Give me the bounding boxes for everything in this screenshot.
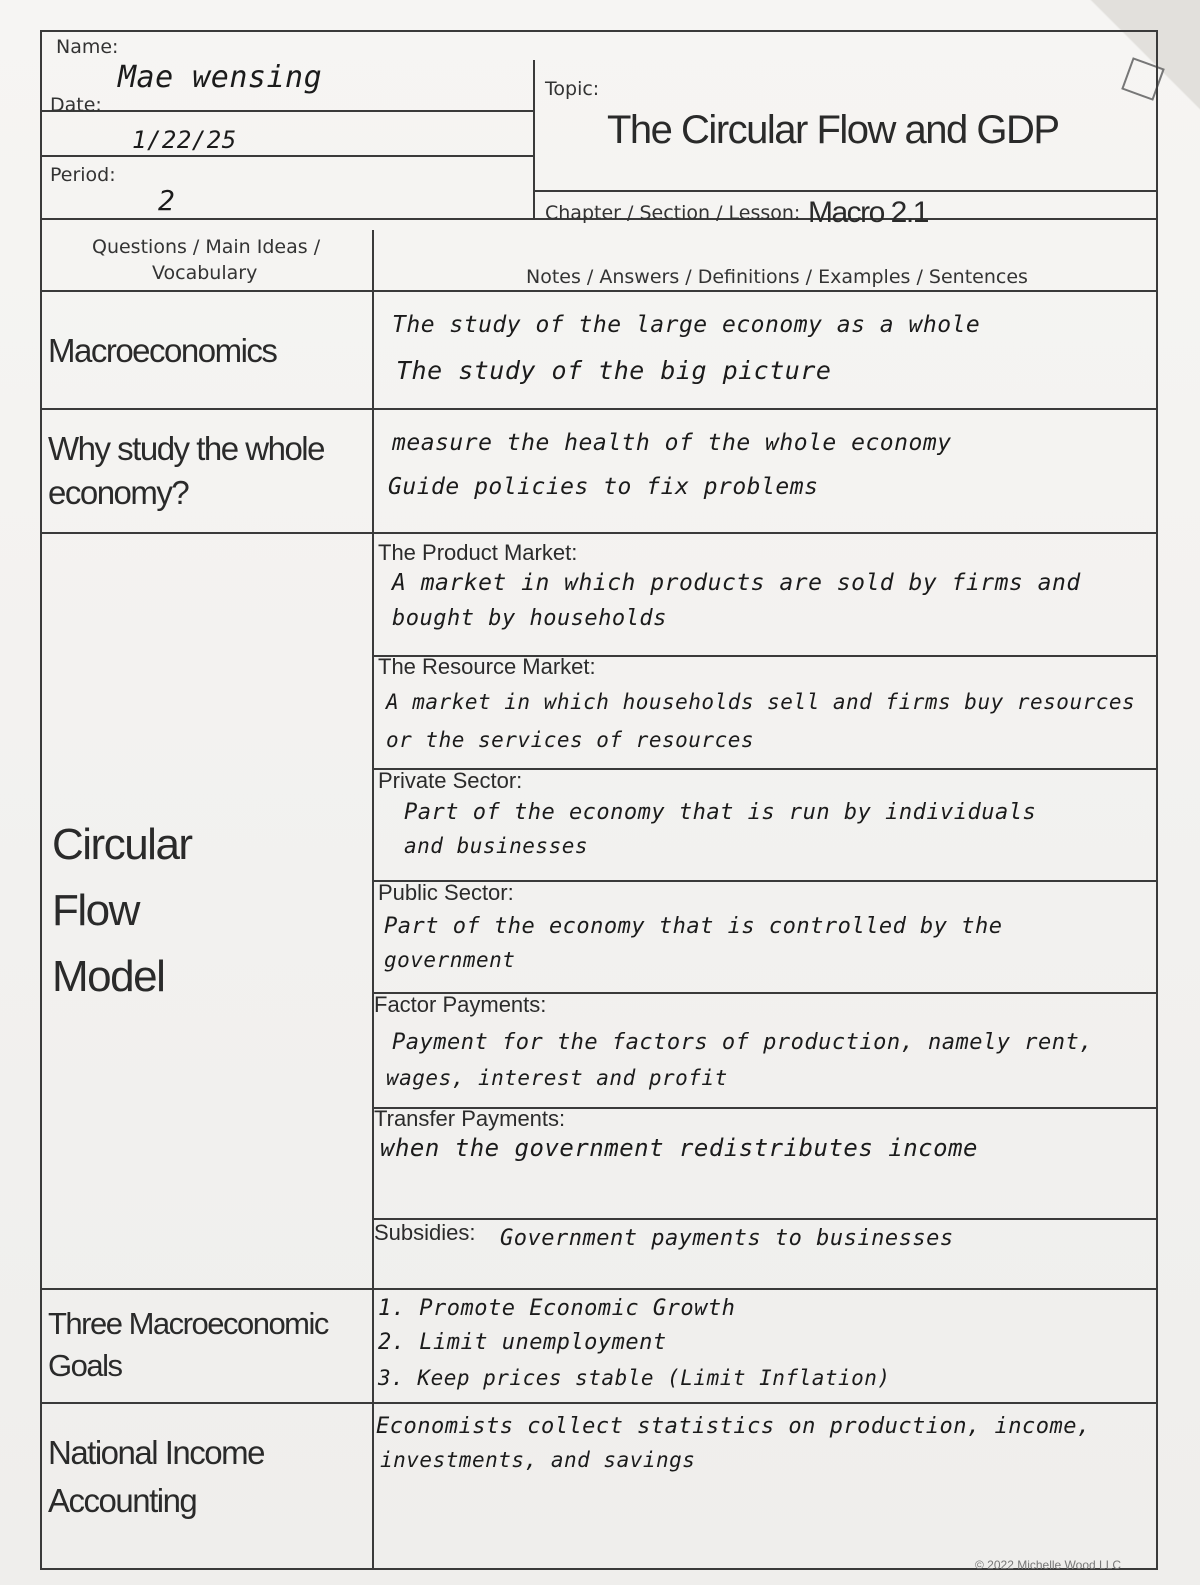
topic-label: Topic: xyxy=(545,78,600,100)
term-circular: Circular xyxy=(52,820,192,869)
column-header-bottom xyxy=(40,290,1158,292)
row-sep-3 xyxy=(40,1288,1158,1290)
chapter-label: Chapter / Section / Lesson: xyxy=(545,202,801,224)
public-sector-note-1: Part of the economy that is controlled by the xyxy=(384,914,1003,939)
term-goals-line2: Goals xyxy=(48,1348,122,1383)
resource-market-note-1: A market in which households sell and firms buy resources xyxy=(386,690,1136,714)
term-nia-line2: Accounting xyxy=(48,1482,197,1519)
term-goals-line1: Three Macroeconomic xyxy=(48,1306,328,1341)
name-value: Mae wensing xyxy=(118,60,323,95)
macro-note-1: The study of the large economy as a whole xyxy=(392,312,981,338)
transfer-payments-note-1: when the government redistributes income xyxy=(380,1134,978,1162)
frame-left xyxy=(40,30,42,1570)
period-label: Period: xyxy=(50,164,116,186)
macro-note-2: The study of the big picture xyxy=(396,356,832,385)
factor-payments-note-2: wages, interest and profit xyxy=(386,1066,728,1090)
row-sep-2 xyxy=(40,532,1158,534)
resource-market-note-2: or the services of resources xyxy=(386,728,755,752)
header-divider-topic xyxy=(535,190,1158,192)
header-vertical xyxy=(533,60,535,218)
resource-market-label: The Resource Market: xyxy=(378,654,596,679)
product-market-note-2: bought by households xyxy=(392,606,667,631)
subsidies-label: Subsidies: xyxy=(374,1220,476,1245)
date-label: Date: xyxy=(50,94,102,116)
private-sector-note-2: and businesses xyxy=(404,834,589,858)
frame-right xyxy=(1156,30,1158,1570)
header-divider-name xyxy=(40,110,535,112)
transfer-payments-label: Transfer Payments: xyxy=(374,1106,566,1131)
date-value: 1/22/25 xyxy=(132,126,237,154)
nia-note-1: Economists collect statistics on production, income, xyxy=(376,1414,1091,1439)
cornell-notes-sheet xyxy=(40,30,1158,1570)
column-divider xyxy=(372,230,374,1570)
row-sep-4 xyxy=(40,1402,1158,1404)
copyright-text: © 2022 Michelle Wood LLC xyxy=(975,1558,1122,1572)
term-macroeconomics: Macroeconomics xyxy=(48,332,277,369)
nia-note-2: investments, and savings xyxy=(380,1448,696,1472)
frame-top xyxy=(40,30,1158,32)
term-flow: Flow xyxy=(52,886,139,935)
topic-value: The Circular Flow and GDP xyxy=(607,108,1059,152)
why-note-1: measure the health of the whole economy xyxy=(392,430,952,456)
term-nia-line1: National Income xyxy=(48,1434,264,1471)
chapter-value: Macro 2.1 xyxy=(808,196,928,229)
private-sector-label: Private Sector: xyxy=(378,768,523,793)
goal-1: 1. Promote Economic Growth xyxy=(378,1296,736,1321)
subsidies-note-1: Government payments to businesses xyxy=(500,1226,954,1251)
sub-sep-6 xyxy=(372,1218,1158,1220)
term-model: Model xyxy=(52,952,165,1001)
header-divider-date xyxy=(40,155,535,157)
term-why-study-line2: economy? xyxy=(48,474,189,511)
right-column-header: Notes / Answers / Definitions / Examples / Sentences xyxy=(526,266,1028,288)
private-sector-note-1: Part of the economy that is run by individuals xyxy=(404,800,1037,825)
factor-payments-label: Factor Payments: xyxy=(374,992,547,1017)
product-market-note-1: A market in which products are sold by firms and xyxy=(392,570,1081,596)
public-sector-label: Public Sector: xyxy=(378,880,514,905)
goal-3: 3. Keep prices stable (Limit Inflation) xyxy=(378,1366,891,1390)
product-market-label: The Product Market: xyxy=(378,540,578,565)
public-sector-note-2: government xyxy=(384,948,516,972)
term-why-study-line1: Why study the whole xyxy=(48,430,324,467)
row-sep-1 xyxy=(40,408,1158,410)
left-column-header-line2: Vocabulary xyxy=(152,262,258,284)
name-label: Name: xyxy=(56,36,119,58)
why-note-2: Guide policies to fix problems xyxy=(388,474,819,500)
left-column-header-line1: Questions / Main Ideas / xyxy=(92,236,321,258)
factor-payments-note-1: Payment for the factors of production, namely rent, xyxy=(392,1030,1094,1055)
goal-2: 2. Limit unemployment xyxy=(378,1330,667,1355)
period-value: 2 xyxy=(158,184,176,217)
